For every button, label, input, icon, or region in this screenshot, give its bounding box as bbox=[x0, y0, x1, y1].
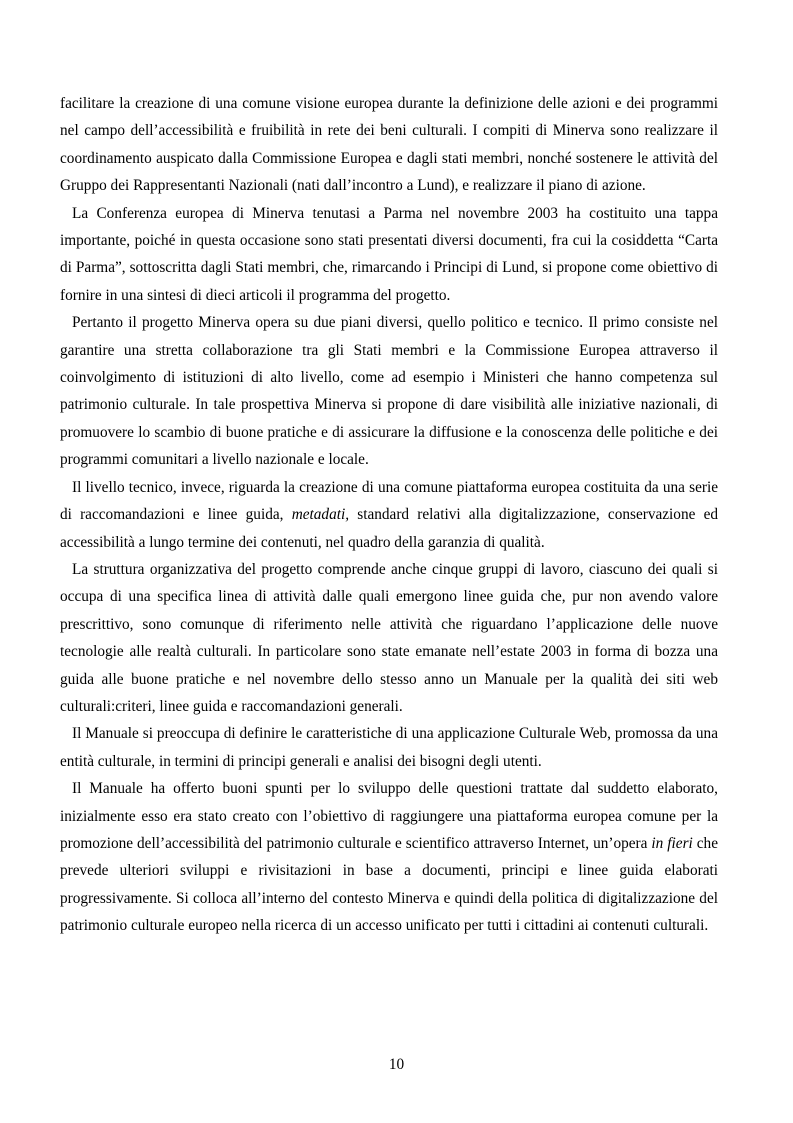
paragraph-7 bbox=[60, 775, 718, 939]
paragraph-4-text-end: standard relativi alla digitalizzazione, conservazione ed accessibilità a lungo termine dei contenuti, nel quadro della garanzia di qualità. bbox=[60, 506, 719, 551]
paragraph-7-italic-term: in fieri bbox=[651, 834, 693, 852]
page-number: 10 bbox=[388, 1056, 405, 1073]
paragraph-7-text-start: Il Manuale ha offerto buoni spunti per lo sviluppo delle questioni trattate dal suddetto elaborato, inizialmente esso era stato creato con l’obiettivo di raggiungere una piattaforma europea comune per la promozione dell’accessibilità del patrimonio culturale e scientifico attraverso Internet, un’opera bbox=[60, 780, 718, 852]
paragraph-1: facilitare la creazione di una comune visione europea durante la definizione delle azioni e dei programmi nel campo dell’accessibilità e fruibilità in rete dei beni culturali. I compiti di Minerva sono realizzare il coordinamento auspicato dalla Commissione Europea e dagli stati membri, nonché sostenere le attività del Gruppo dei Rappresentanti Nazionali (nati dall’incontro a Lund), e realizzare il piano di azione. bbox=[60, 95, 718, 195]
paragraph-6: Il Manuale si preoccupa di definire le caratteristiche di una applicazione Culturale Web, promossa da una entità culturale, in termini di principi generali e analisi dei bisogni degli utenti. bbox=[60, 725, 718, 770]
document-body bbox=[60, 90, 718, 940]
paragraph-7-text-end: che prevede ulteriori sviluppi e rivisitazioni in base a documenti, principi e linee guida elaborati progressivamente. Si colloca all’interno del contesto Minerva e quindi della politica di digitalizzazione del patrimonio culturale europeo nella ricerca di un accesso unificato per tutti i cittadini ai contenuti culturali. bbox=[60, 834, 718, 935]
paragraph-3: Pertanto il progetto Minerva opera su due piani diversi, quello politico e tecnico. Il primo consiste nel garantire una stretta collaborazione tra gli Stati membri e la Commissione Europea attraverso il coinvolgimento di istituzioni di alto livello, come ad esempio i Ministeri che hanno competenza sul patrimonio culturale. In tale prospettiva Minerva si propone di dare visibilità alle iniziative nazionali, di promuovere lo scambio di buone pratiche e di assicurare la diffusione e la conoscenza delle politiche e dei programmi comunitari a livello nazionale e locale. bbox=[60, 314, 718, 469]
paragraph-2: La Conferenza europea di Minerva tenutasi a Parma nel novembre 2003 ha costituito una tappa importante, poiché in questa occasione sono stati presentati diversi documenti, fra cui la cosiddetta “Carta di Parma”, sottoscritta dagli Stati membri, che, rimarcando i Principi di Lund, si propone come obiettivo di fornire in una sintesi di dieci articoli il programma del progetto. bbox=[60, 204, 718, 304]
paragraph-4-italic-term: metadati, bbox=[291, 506, 350, 524]
paragraph-4-text-start: Il livello tecnico, invece, riguarda la creazione di una comune piattaforma europea costituita da una serie di raccomandazioni e linee guida, bbox=[60, 478, 718, 524]
paragraph-4 bbox=[60, 474, 718, 556]
paragraph-5: La struttura organizzativa del progetto comprende anche cinque gruppi di lavoro, ciascuno dei quali si occupa di una specifica linea di attività dalle quali emergono linee guida che, pur non avendo valore prescrittivo, sono comunque di riferimento nelle attività che riguardano l’applicazione delle nuove tecnologie alle realtà culturali. In particolare sono state emanate nell’estate 2003 in forma di bozza una guida alle buone pratiche e nel novembre dello stesso anno un Manuale per la qualità dei siti web culturali:criteri, linee guida e raccomandazioni generali. bbox=[60, 560, 718, 715]
